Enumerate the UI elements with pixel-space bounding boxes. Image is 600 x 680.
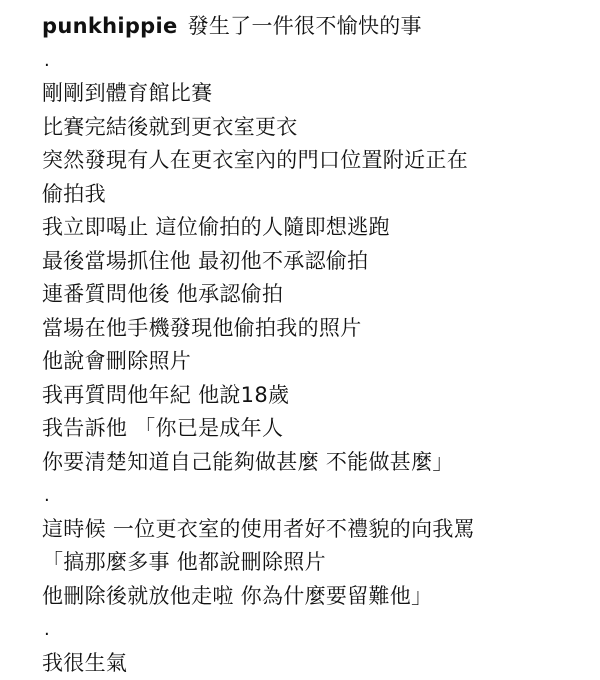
caption-line: 他刪除後就放他走啦 你為什麼要留難他」 bbox=[42, 580, 582, 614]
caption-line: 剛剛到體育館比賽 bbox=[42, 77, 582, 111]
username-link[interactable]: punkhippie bbox=[42, 14, 178, 38]
caption-line: 他說會刪除照片 bbox=[42, 345, 582, 379]
caption-line: . bbox=[42, 44, 582, 78]
caption-line: 偷拍我 bbox=[42, 178, 582, 212]
caption-line: 突然發現有人在更衣室內的門口位置附近正在 bbox=[42, 144, 582, 178]
caption-first-line bbox=[42, 10, 582, 44]
caption-line: 我再質問他年紀 他說18歲 bbox=[42, 379, 582, 413]
caption-line: 這時候 一位更衣室的使用者好不禮貌的向我罵 bbox=[42, 513, 582, 547]
caption-line: 我告訴他 「你已是成年人 bbox=[42, 412, 582, 446]
caption-line: 我立即喝止 這位偷拍的人隨即想逃跑 bbox=[42, 211, 582, 245]
caption-line: 「搞那麼多事 他都說刪除照片 bbox=[42, 546, 582, 580]
caption-title-text: 發生了一件很不愉快的事 bbox=[188, 14, 422, 38]
caption-line: 連番質問他後 他承認偷拍 bbox=[42, 278, 582, 312]
caption-line: 當場在他手機發現他偷拍我的照片 bbox=[42, 312, 582, 346]
post-caption bbox=[42, 10, 582, 680]
caption-line: 最後當場抓住他 最初他不承認偷拍 bbox=[42, 245, 582, 279]
caption-line: . bbox=[42, 613, 582, 647]
caption-line: 你要清楚知道自己能夠做甚麼 不能做甚麼」 bbox=[42, 446, 582, 480]
caption-line: 比賽完結後就到更衣室更衣 bbox=[42, 111, 582, 145]
caption-line: 我很生氣 bbox=[42, 647, 582, 680]
caption-line: . bbox=[42, 479, 582, 513]
